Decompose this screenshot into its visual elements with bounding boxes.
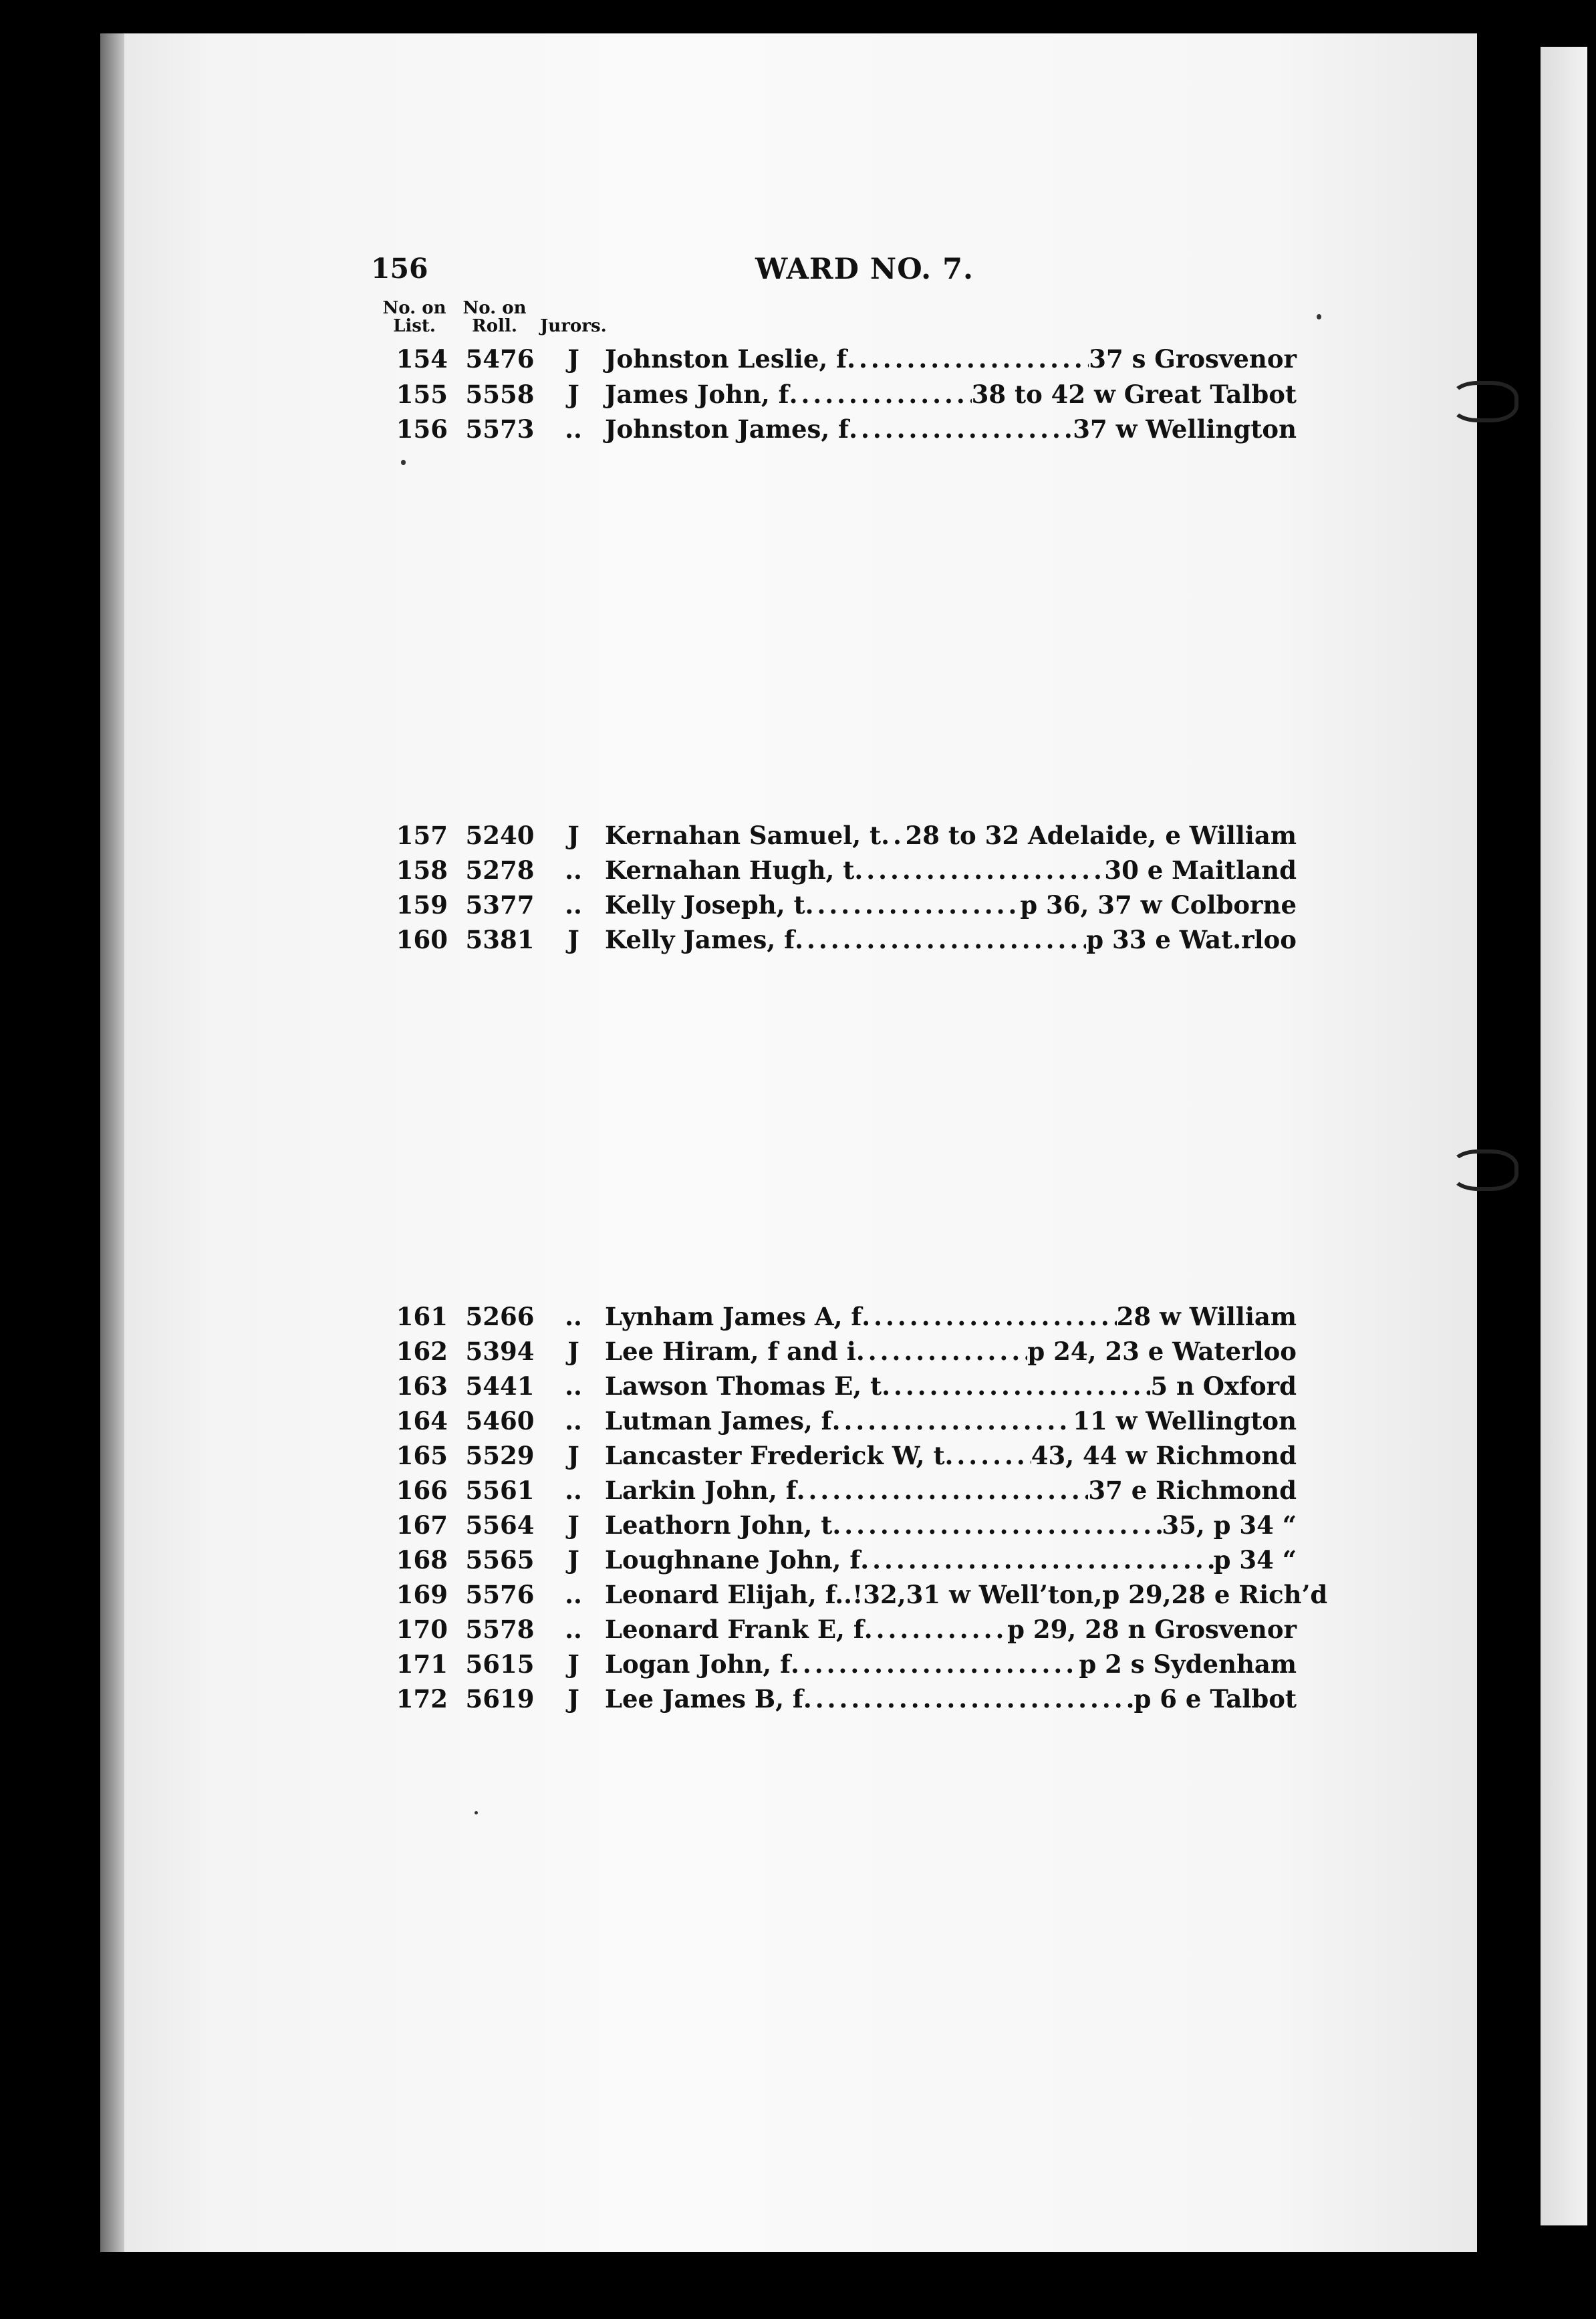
leader-dots: [797, 1476, 1089, 1505]
juror-mark: J: [567, 821, 579, 850]
list-item: [374, 344, 1297, 379]
list-number: 156: [396, 414, 448, 444]
entry-name: Kernahan Hugh, t: [605, 855, 855, 885]
juror-mark: J: [567, 1684, 579, 1714]
scan-border-right: [1477, 33, 1541, 2252]
entry: [605, 1649, 1297, 1679]
entry: [605, 1302, 1297, 1331]
list-item: [374, 1302, 1297, 1337]
column-header-jurors: [540, 299, 620, 335]
juror-mark: J: [567, 344, 579, 374]
juror-mark: J: [567, 380, 579, 409]
column-header-jurors-label: Jurors.: [540, 316, 607, 336]
list-number: 170: [396, 1615, 448, 1644]
leader-dots: [795, 925, 1086, 954]
juror-mark: J: [567, 1545, 579, 1575]
list-number: 155: [396, 380, 448, 409]
juror-mark: J: [567, 925, 579, 954]
ink-speck: [1317, 314, 1321, 319]
entry-address: 30 e Maitland: [1104, 855, 1297, 885]
roll-number: 5573: [465, 414, 535, 444]
list-item: [374, 1580, 1328, 1615]
column-header-list: [374, 299, 454, 335]
entry-name: Leathorn John, t: [605, 1510, 833, 1540]
entry-address: 43, 44 w Richmond: [1031, 1441, 1297, 1470]
roll-number: 5266: [465, 1302, 535, 1331]
leader-dots: [847, 344, 1089, 374]
roll-number: 5441: [465, 1371, 535, 1401]
list-number: 165: [396, 1441, 448, 1470]
leader-dots: [832, 1406, 1073, 1436]
leader-dots: [849, 414, 1073, 444]
roll-number: 5564: [465, 1510, 535, 1540]
juror-mark: J: [567, 1510, 579, 1540]
entry-address: p 33 e Wat.rloo: [1086, 925, 1297, 954]
entry-address: p 29, 28 n Grosvenor: [1007, 1615, 1297, 1644]
roll-number: 5377: [465, 890, 535, 920]
page-title: WARD NO. 7.: [755, 253, 974, 286]
list-number: 161: [396, 1302, 448, 1331]
entry-address: 28 to 32 Adelaide, e William: [905, 821, 1297, 850]
list-number: 168: [396, 1545, 448, 1575]
entry-name: Larkin John, f: [605, 1476, 797, 1505]
column-header-list-line2: List.: [393, 316, 436, 336]
roll-number: 5460: [465, 1406, 535, 1436]
roll-number: 5381: [465, 925, 535, 954]
entry-name: Kelly Joseph, t: [605, 890, 805, 920]
entry-name: Logan John, f: [605, 1649, 791, 1679]
roll-number: 5394: [465, 1337, 535, 1366]
entry-address: 5 n Oxford: [1150, 1371, 1297, 1401]
list-item: [374, 855, 1297, 890]
list-number: 159: [396, 890, 448, 920]
list-number: 158: [396, 855, 448, 885]
list-item: [374, 380, 1297, 414]
entry-name: Leonard Frank E, f: [605, 1615, 864, 1644]
juror-mark: J: [567, 1649, 579, 1679]
entry: [605, 1684, 1297, 1714]
list-item: [374, 925, 1297, 960]
list-number: 169: [396, 1580, 448, 1609]
list-item: [374, 1371, 1297, 1406]
roll-number: 5476: [465, 344, 535, 374]
leader-dots: [864, 1615, 1007, 1644]
leader-dots: [861, 1302, 1116, 1331]
list-item: [374, 1545, 1297, 1580]
entry: [605, 925, 1297, 954]
entry-name: Lancaster Frederick W, t: [605, 1441, 945, 1470]
juror-mark: ..: [565, 1302, 582, 1331]
leader-dots: [805, 890, 1021, 920]
juror-mark: ..: [565, 855, 582, 885]
column-header-roll-line2: Roll.: [472, 316, 517, 336]
roll-number: 5619: [465, 1684, 535, 1714]
list-item: [374, 1441, 1297, 1476]
entry-address: p 34 “: [1213, 1545, 1297, 1575]
leader-dots: [832, 1510, 1162, 1540]
juror-mark: ..: [565, 1406, 582, 1436]
list-number: 166: [396, 1476, 448, 1505]
roll-number: 5561: [465, 1476, 535, 1505]
entry: [605, 1476, 1297, 1505]
entry: [605, 1337, 1297, 1366]
list-number: 164: [396, 1406, 448, 1436]
roll-number: 5578: [465, 1615, 535, 1644]
entry: [605, 380, 1297, 409]
list-item: [374, 1649, 1297, 1684]
list-number: 172: [396, 1684, 448, 1714]
roll-number: 5558: [465, 380, 535, 409]
list-item: [374, 1337, 1297, 1371]
list-item: [374, 1615, 1297, 1649]
column-header-roll-line1: No. on: [462, 298, 527, 318]
column-header-list-line1: No. on: [382, 298, 446, 318]
leader-dots: [945, 1441, 1031, 1470]
entry-address: 28 w William: [1116, 1302, 1297, 1331]
page-number: 156: [371, 253, 428, 285]
entry: [605, 855, 1297, 885]
binding-clip-icon: [1450, 381, 1518, 422]
entry: [605, 1406, 1297, 1436]
juror-mark: J: [567, 1337, 579, 1366]
entry: [605, 1580, 1328, 1609]
list-number: 160: [396, 925, 448, 954]
list-number: 154: [396, 344, 448, 374]
leader-dots: [882, 1371, 1150, 1401]
entry-name: James John, f: [605, 380, 789, 409]
entry: [605, 414, 1297, 444]
leader-dots: [854, 855, 1104, 885]
roll-number: 5278: [465, 855, 535, 885]
binding-clip-icon: [1450, 1149, 1518, 1191]
list-item: [374, 1406, 1297, 1441]
entry-address: p 36, 37 w Colborne: [1020, 890, 1297, 920]
juror-mark: ..: [565, 414, 582, 444]
entry: [605, 1615, 1297, 1644]
juror-mark: ..: [565, 1580, 582, 1609]
entry: [605, 1441, 1297, 1470]
entry-name: Lee Hiram, f and i: [605, 1337, 856, 1366]
entry-address: !32,31 w Well’ton,p 29,28 e Rich’d: [852, 1580, 1328, 1609]
entry-name: Johnston Leslie, f: [605, 344, 847, 374]
juror-mark: ..: [565, 890, 582, 920]
entry-address: 11 w Wellington: [1073, 1406, 1297, 1436]
entry: [605, 344, 1297, 374]
leader-dots: [860, 1545, 1213, 1575]
entry-address: p 2 s Sydenham: [1079, 1649, 1297, 1679]
juror-mark: ..: [565, 1476, 582, 1505]
roll-number: 5529: [465, 1441, 535, 1470]
list-number: 163: [396, 1371, 448, 1401]
entry-address: p 6 e Talbot: [1134, 1684, 1297, 1714]
entry-name: Johnston James, f: [605, 414, 849, 444]
entry-name: Lutman James, f: [605, 1406, 832, 1436]
roll-number: 5565: [465, 1545, 535, 1575]
column-header-roll: [454, 299, 535, 335]
leader-dots: [856, 1337, 1027, 1366]
adjacent-page-edge: [1541, 47, 1587, 2225]
leader-dots: [881, 821, 905, 850]
entry-name: Leonard Elijah, f..: [605, 1580, 853, 1609]
list-item: [374, 821, 1297, 855]
entry-name: Lynham James A, f: [605, 1302, 862, 1331]
entry: [605, 1510, 1297, 1540]
list-number: 171: [396, 1649, 448, 1679]
list-item: [374, 1684, 1297, 1719]
entry-address: 35, p 34 “: [1162, 1510, 1297, 1540]
juror-mark: J: [567, 1441, 579, 1470]
juror-mark: ..: [565, 1615, 582, 1644]
entry-name: Kelly James, f: [605, 925, 795, 954]
leader-dots: [791, 1649, 1079, 1679]
entry: [605, 1545, 1297, 1575]
list-number: 162: [396, 1337, 448, 1366]
entry-address: p 24, 23 e Waterloo: [1027, 1337, 1297, 1366]
list-item: [374, 1510, 1297, 1545]
entry-address: 37 w Wellington: [1073, 414, 1297, 444]
entry-address: 37 s Grosvenor: [1089, 344, 1297, 374]
list-number: 167: [396, 1510, 448, 1540]
entry-name: Kernahan Samuel, t: [605, 821, 882, 850]
leader-dots: [803, 1684, 1134, 1714]
list-item: [374, 890, 1297, 925]
roll-number: 5240: [465, 821, 535, 850]
entry: [605, 821, 1297, 850]
entry: [605, 890, 1297, 920]
list-item: [374, 414, 1297, 449]
ink-speck: [401, 460, 406, 465]
leader-dots: [789, 380, 972, 409]
roll-number: 5576: [465, 1580, 535, 1609]
juror-mark: ..: [565, 1371, 582, 1401]
entry-name: Loughnane John, f: [605, 1545, 861, 1575]
ink-speck: [475, 1811, 478, 1814]
entry-name: Lee James B, f: [605, 1684, 803, 1714]
roll-number: 5615: [465, 1649, 535, 1679]
entry-name: Lawson Thomas E, t: [605, 1371, 882, 1401]
entry-address: 38 to 42 w Great Talbot: [971, 380, 1297, 409]
entry-address: 37 e Richmond: [1088, 1476, 1297, 1505]
list-item: [374, 1476, 1297, 1510]
entry: [605, 1371, 1297, 1401]
list-number: 157: [396, 821, 448, 850]
